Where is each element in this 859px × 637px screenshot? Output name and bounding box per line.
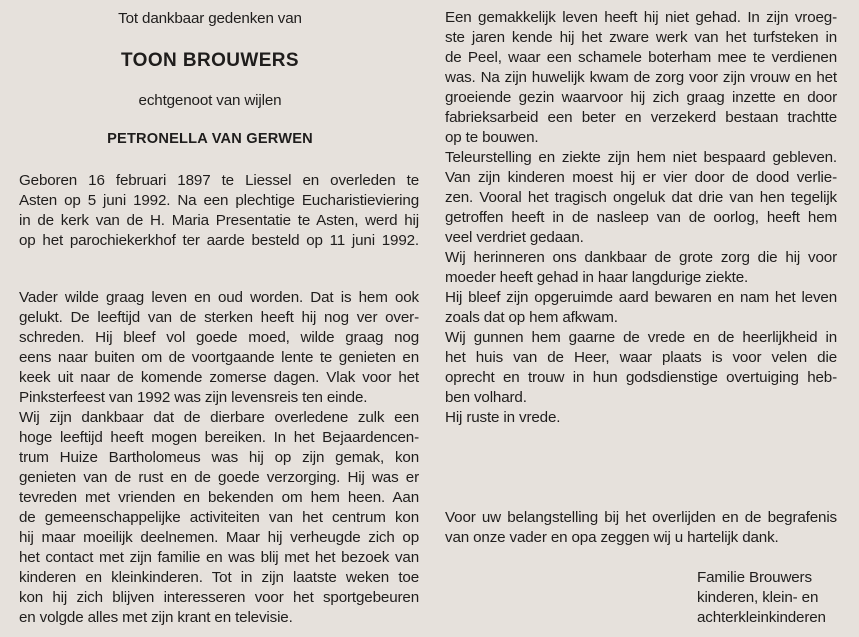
- story-line: kinderen en kleinkinderen. Tot in zijn laatste weken toe: [19, 569, 419, 586]
- spouse-intro: echtgenoot van wijlen: [138, 92, 282, 109]
- story-line: ben volhard.: [445, 389, 527, 406]
- story-line: het contact met zijn familie en was blij met het bezoek van: [19, 549, 419, 566]
- story-line: gelukt. De leeftijd van de sterken heeft hij nog ver over-: [19, 309, 419, 326]
- story-line: de gemeenschappelijke activiteiten van het centrum kon: [19, 509, 419, 526]
- story-line: kon hij zich blijven interesseren voor het sportgebeuren: [19, 589, 419, 606]
- story-line: ste jaren kende hij het zware werk van het turfsteken in: [445, 29, 837, 46]
- story-line: hoge leeftijd heeft mogen bereiken. In het Bejaardencen-: [19, 429, 419, 446]
- story-line: Wij herinneren ons dankbaar de grote zorg die hij voor: [445, 249, 837, 266]
- story-line: was. Na zijn huwelijk kwam de zorg voor zijn vrouw en het: [445, 69, 837, 86]
- dedication-header: Tot dankbaar gedenken van: [118, 10, 302, 27]
- story-line: fabrieksarbeid een beter en verzekerd bestaan trachtte: [445, 109, 837, 126]
- story-line: Hij ruste in vrede.: [445, 409, 561, 426]
- story-line: Hij bleef zijn opgeruimde aard bewaren en nam het leven: [445, 289, 837, 306]
- story-line: de Peel, waar een schamele boterham mee te verdienen: [445, 49, 837, 66]
- story-line: trum Huize Bartholomeus was hij op zijn gemak, kon: [19, 449, 419, 466]
- story-line: Wij zijn dankbaar dat de dierbare overledene zulk een: [19, 409, 419, 426]
- story-line: Een gemakkelijk leven heeft hij niet gehad. In zijn vroeg-: [445, 9, 837, 26]
- story-line: moeder heeft gehad in haar langdurige ziekte.: [445, 269, 749, 286]
- story-line: zen. Vooral het tragisch ongeluk dat drie van hen tegelijk: [445, 189, 837, 206]
- story-line: Wij gunnen hem gaarne de vrede en de heerlijkheid in: [445, 329, 837, 346]
- thanks-line: van onze vader en opa zeggen wij u hartelijk dank.: [445, 529, 779, 546]
- story-line: zoals dat op hem afkwam.: [445, 309, 618, 326]
- bio-line: op het parochiekerkhof ter aarde besteld op 11 juni 1992.: [19, 232, 419, 249]
- story-line: Teleurstelling en ziekte zijn hem niet bespaard gebleven.: [445, 149, 837, 166]
- story-line: Van zijn kinderen moest hij er vier door de dood verlie-: [445, 169, 837, 186]
- story-line: schreden. Hij bleef vol goede moed, wilde graag nog: [19, 329, 419, 346]
- story-line: oprecht en trouw in hun godsdienstige overtuiging heb-: [445, 369, 837, 386]
- story-line: op te bouwen.: [445, 129, 539, 146]
- story-line: tevreden met vrienden en bekenden om hem heen. Aan: [19, 489, 419, 506]
- story-line: getroffen heeft in de nasleep van de oorlog, heeft hem: [445, 209, 837, 226]
- bio-line: Asten op 5 juni 1992. Na een plechtige Eucharistieviering: [19, 192, 419, 209]
- signature-line: kinderen, klein- en: [697, 589, 819, 606]
- story-line: groeiende gezin waarvoor hij zich graag inzette en door: [445, 89, 837, 106]
- story-line: eens naar buiten om de voortgaande lente te genieten en: [19, 349, 419, 366]
- story-line: hij maar moeilijk deelnemen. Maar hij verheugde zich op: [19, 529, 419, 546]
- signature-line: Familie Brouwers: [697, 569, 812, 586]
- story-line: en volgde alles met zijn krant en televisie.: [19, 609, 293, 626]
- story-line: genieten van de rust en de goede verzorging. Hij was er: [19, 469, 419, 486]
- bio-line: in de kerk van de H. Maria Presentatie te Asten, werd hij: [19, 212, 419, 229]
- story-line: Pinksterfeest van 1992 was zijn levensreis ten einde.: [19, 389, 368, 406]
- story-line: veel verdriet gedaan.: [445, 229, 584, 246]
- thanks-line: Voor uw belangstelling bij het overlijden en de begrafenis: [445, 509, 837, 526]
- signature-line: achterkleinkinderen: [697, 609, 826, 626]
- bio-line: Geboren 16 februari 1897 te Liessel en overleden te: [19, 172, 419, 189]
- spouse-name: PETRONELLA VAN GERWEN: [107, 131, 313, 147]
- story-line: Vader wilde graag leven en oud worden. Dat is hem ook: [19, 289, 419, 306]
- story-line: het huis van de Heer, waar plaats is voor velen die: [445, 349, 837, 366]
- story-line: keek uit naar de komende zomerse dagen. Vlak voor het: [19, 369, 419, 386]
- deceased-name: TOON BROUWERS: [121, 50, 299, 71]
